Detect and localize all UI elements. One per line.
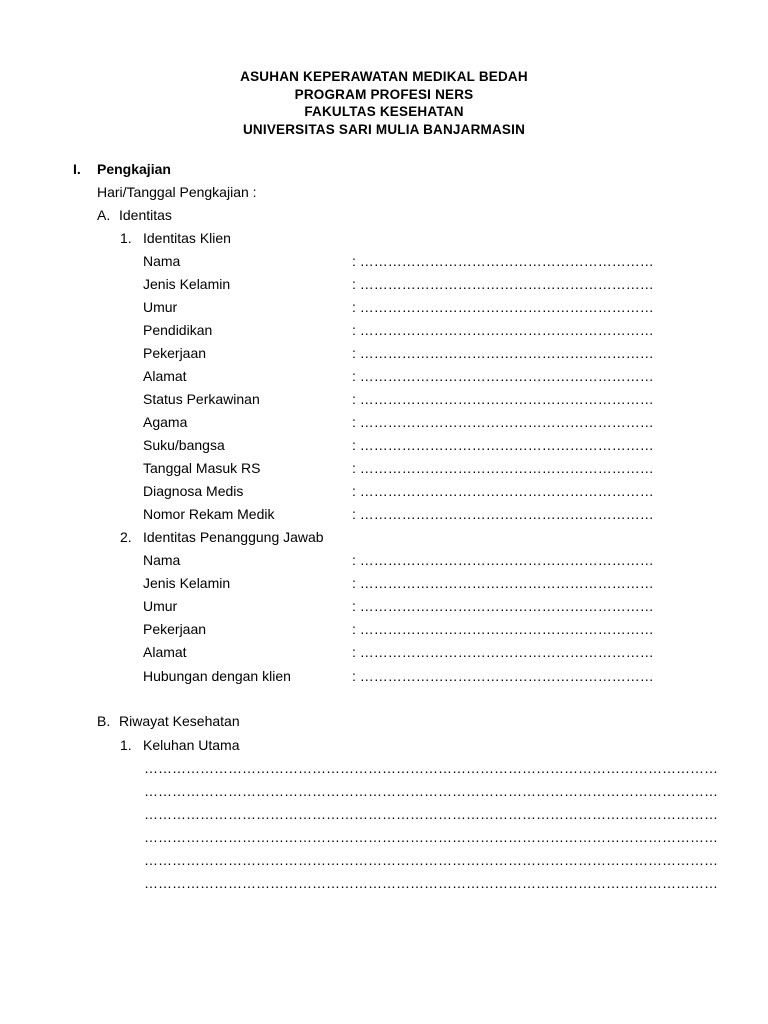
field-label: Agama: [143, 414, 188, 430]
field-label: Alamat: [143, 368, 187, 384]
field-label: Hubungan dengan klien: [143, 668, 291, 684]
answer-line: ……………………………………………………………………………………………………………: [144, 852, 718, 868]
field-label: Pekerjaan: [143, 621, 207, 637]
field-value: : ………………………………………………………: [352, 644, 654, 660]
item-title: Keluhan Utama: [143, 737, 240, 753]
field-label: Nomor Rekam Medik: [143, 506, 275, 522]
section-title: Pengkajian: [97, 161, 171, 177]
field-label: Suku/bangsa: [143, 437, 225, 453]
subsection-title: Riwayat Kesehatan: [119, 713, 240, 729]
header-line-4: UNIVERSITAS SARI MULIA BANJARMASIN: [242, 121, 526, 137]
answer-line: ……………………………………………………………………………………………………………: [144, 783, 718, 799]
field-value: : ………………………………………………………: [352, 299, 654, 315]
field-label: Alamat: [143, 644, 187, 660]
item-number: 1.: [120, 737, 132, 753]
field-label: Tanggal Masuk RS: [143, 460, 261, 476]
field-value: : ………………………………………………………: [352, 598, 654, 614]
field-value: : ………………………………………………………: [352, 621, 654, 637]
field-label: Diagnosa Medis: [143, 483, 244, 499]
answer-line: ……………………………………………………………………………………………………………: [144, 760, 718, 776]
answer-line: ……………………………………………………………………………………………………………: [144, 875, 718, 891]
field-value: : ………………………………………………………: [352, 460, 654, 476]
section-number: I.: [73, 161, 81, 177]
field-value: : ………………………………………………………: [352, 345, 654, 361]
field-value: : ………………………………………………………: [352, 552, 654, 568]
subsection-title: Identitas: [119, 207, 172, 223]
field-value: : ………………………………………………………: [352, 668, 654, 684]
field-value: : ………………………………………………………: [352, 253, 654, 269]
field-label: Nama: [143, 253, 181, 269]
field-value: : ………………………………………………………: [352, 437, 654, 453]
document-header: [0, 68, 768, 138]
answer-line: ……………………………………………………………………………………………………………: [144, 806, 718, 822]
field-value: : ………………………………………………………: [352, 322, 654, 338]
field-label: Status Perkawinan: [143, 391, 260, 407]
field-value: : ………………………………………………………: [352, 483, 654, 499]
date-label: Hari/Tanggal Pengkajian :: [97, 184, 257, 200]
header-line-1: ASUHAN KEPERAWATAN MEDIKAL BEDAH: [240, 69, 528, 84]
field-label: Umur: [143, 299, 178, 315]
item-number: 2.: [120, 529, 132, 545]
field-label: Umur: [143, 598, 178, 614]
field-value: : ………………………………………………………: [352, 575, 654, 591]
field-label: Jenis Kelamin: [143, 575, 231, 591]
field-value: : ………………………………………………………: [352, 276, 654, 292]
subsection-letter: B.: [97, 713, 111, 729]
field-value: : ………………………………………………………: [352, 506, 654, 522]
header-line-2: PROGRAM PROFESI NERS: [294, 86, 474, 102]
subsection-letter: A.: [97, 207, 111, 223]
item-title: Identitas Klien: [143, 230, 231, 246]
field-label: Jenis Kelamin: [143, 276, 231, 292]
field-label: Pendidikan: [143, 322, 213, 338]
field-label: Pekerjaan: [143, 345, 207, 361]
field-value: : ………………………………………………………: [352, 368, 654, 384]
header-line-3: FAKULTAS KESEHATAN: [304, 104, 464, 119]
answer-line: ……………………………………………………………………………………………………………: [144, 829, 718, 845]
item-title: Identitas Penanggung Jawab: [143, 529, 324, 545]
item-number: 1.: [120, 230, 132, 246]
field-label: Nama: [143, 552, 181, 568]
field-value: : ………………………………………………………: [352, 391, 654, 407]
field-value: : ………………………………………………………: [352, 414, 654, 430]
